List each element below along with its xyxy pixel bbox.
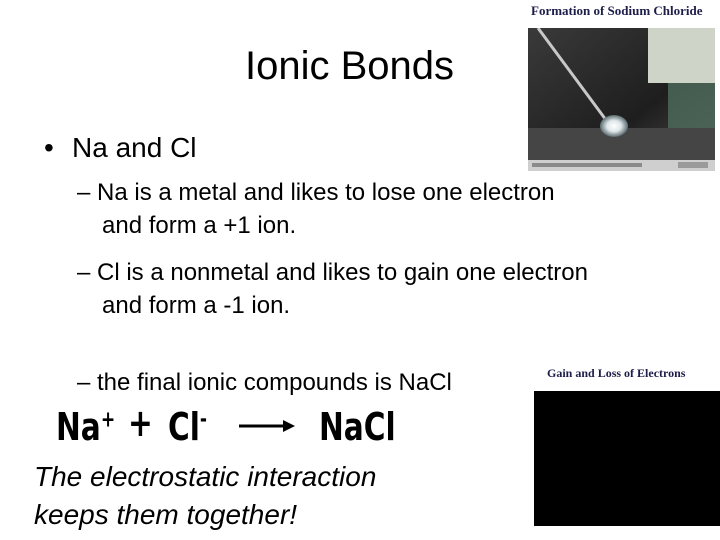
sodium-charge: + [100, 407, 116, 433]
subpoint-sodium-line2: and form a +1 ion. [102, 212, 297, 239]
subpoint-chlorine-line2: and form a -1 ion. [102, 292, 291, 319]
bullet-dot: • [44, 132, 54, 163]
video2-caption: Gain and Loss of Electrons [547, 366, 686, 380]
closing-statement [34, 458, 376, 534]
reaction-arrow-icon [239, 419, 295, 433]
closing-line1: The electrostatic interaction [34, 461, 377, 492]
video-frame-image [528, 28, 715, 171]
chloride-charge: - [199, 407, 208, 433]
video-sodium-chloride[interactable] [528, 28, 715, 171]
subpoint-chlorine-line1: – Cl is a nonmetal and likes to gain one electron [77, 259, 588, 286]
product-nacl: NaCl [319, 405, 396, 449]
video1-caption: Formation of Sodium Chloride [531, 3, 703, 18]
video-gain-loss-electrons[interactable] [534, 391, 720, 526]
closing-line2: keeps them together! [34, 499, 298, 530]
bullet-text: Na and Cl [72, 132, 197, 163]
bullet-na-cl [44, 132, 197, 164]
subpoint-chlorine [77, 256, 588, 322]
sodium-ion: Na+ [56, 405, 116, 449]
subpoint-sodium [77, 176, 555, 242]
chloride-ion: Cl- [168, 405, 208, 449]
plus-sign: + [128, 401, 153, 445]
subpoint-sodium-line1: – Na is a metal and likes to lose one electron [77, 179, 555, 206]
slide-title: Ionic Bonds [245, 44, 455, 88]
subpoint-final-compound: – the final ionic compounds is NaCl [77, 369, 452, 396]
